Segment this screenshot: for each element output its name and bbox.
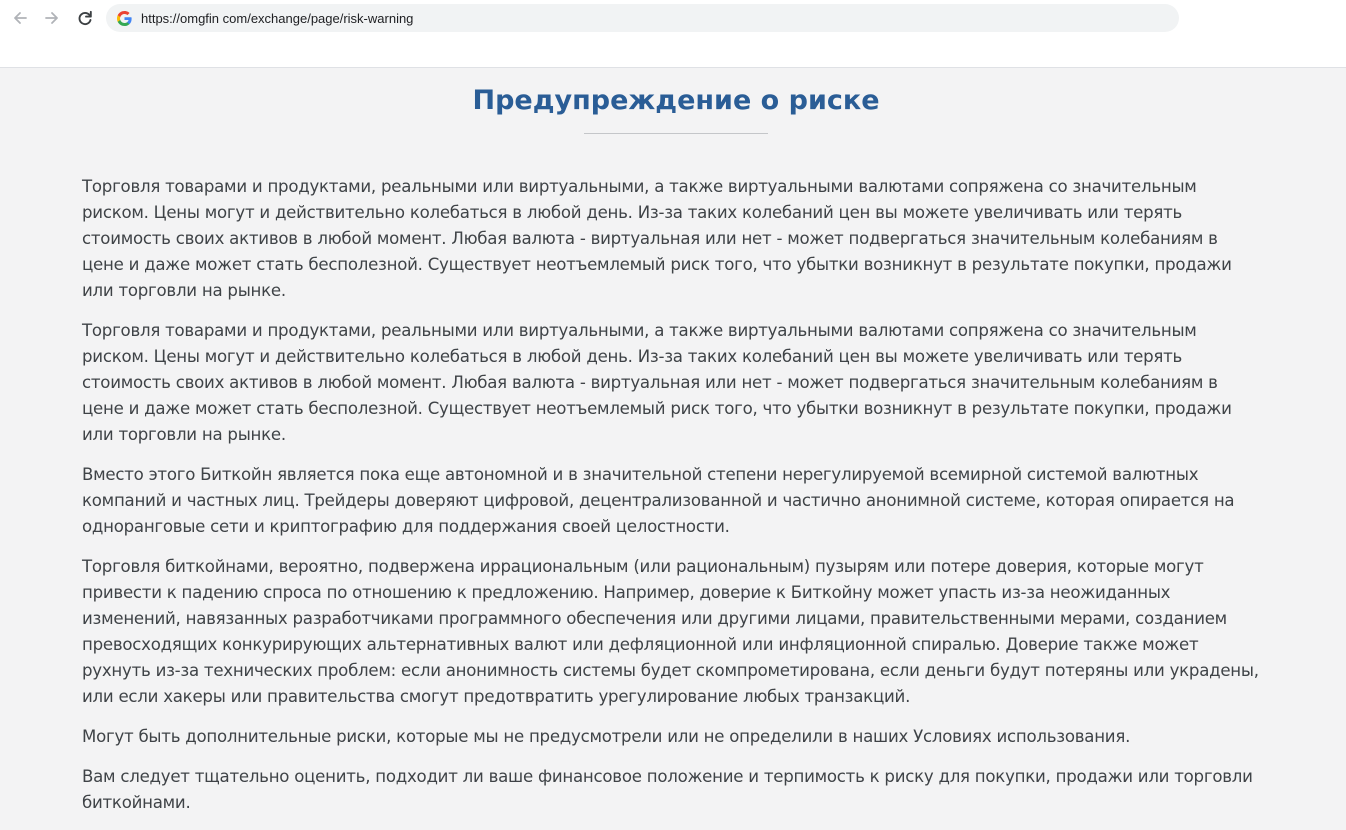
address-bar[interactable] xyxy=(106,4,1179,32)
arrow-left-icon xyxy=(11,9,29,27)
page-title: Предупреждение о риске xyxy=(472,85,880,116)
reload-icon xyxy=(76,9,94,27)
arrow-right-icon xyxy=(43,9,61,27)
paragraph: Торговля товарами и продуктами, реальными или виртуальными, а также виртуальными валютами сопряжена со значительным риском. Цены могут и действительно колебаться в любой день. Из-за таких колебаний цен вы можете увеличивать или терять стоимость своих активов в любой момент. Любая валюта - виртуальная или нет - может подвергаться значительным колебаниям в цене и даже может стать бесполезной. Существует неотъемлемый риск того, что убытки возникнут в результате покупки, продажи или торговли на рынке. xyxy=(82,321,1232,444)
paragraph: Торговля товарами и продуктами, реальными или виртуальными, а также виртуальными валютами сопряжена со значительным риском. Цены могут и действительно колебаться в любой день. Из-за таких колебаний цен вы можете увеличивать или терять стоимость своих активов в любой момент. Любая валюта - виртуальная или нет - может подвергаться значительным колебаниям в цене и даже может стать бесполезной. Существует неотъемлемый риск того, что убытки возникнут в результате покупки, продажи или торговли на рынке. xyxy=(82,177,1232,300)
paragraph: Торговля биткойнами, вероятно, подвержена иррациональным (или рациональным) пузырям или потере доверия, которые могут привести к падению спроса по отношению к предложению. Например, доверие к Биткойну может упасть из-за неожиданных изменений, навязанных разработчиками программного обеспечения или другими лицами, правительственными мерами, созданием превосходящих конкурирующих альтернативных валют или дефляционной или инфляционной спиралью. Доверие также может рухнуть из-за технических проблем: если анонимность системы будет скомпрометирована, если деньги будут потеряны или украдены, или если хакеры или правительства смогут предотвратить урегулирование любых транзакций. xyxy=(82,557,1259,706)
back-button[interactable] xyxy=(8,6,32,30)
paragraph: Могут быть дополнительные риски, которые мы не предусмотрели или не определили в наших Условиях использования. xyxy=(82,727,1131,746)
title-divider xyxy=(584,133,768,134)
paragraph: Вам следует тщательно оценить, подходит ли ваше финансовое положение и терпимость к риску для покупки, продажи или торговли биткойнами. xyxy=(82,767,1253,812)
google-icon xyxy=(116,10,132,26)
browser-toolbar xyxy=(0,0,1346,68)
page-content xyxy=(0,69,1346,812)
url-text: https://omgfin com/exchange/page/risk-warning xyxy=(141,10,414,26)
paragraph: Вместо этого Биткойн является пока еще автономной и в значительной степени нерегулируемой всемирной системой валютных компаний и частных лиц. Трейдеры доверяют цифровой, децентрализованной и частично анонимной системе, которая опирается на одноранговые сети и криптографию для поддержания своей целостности. xyxy=(82,465,1235,536)
reload-button[interactable] xyxy=(73,6,97,30)
forward-button[interactable] xyxy=(40,6,64,30)
article-body xyxy=(82,174,1260,830)
